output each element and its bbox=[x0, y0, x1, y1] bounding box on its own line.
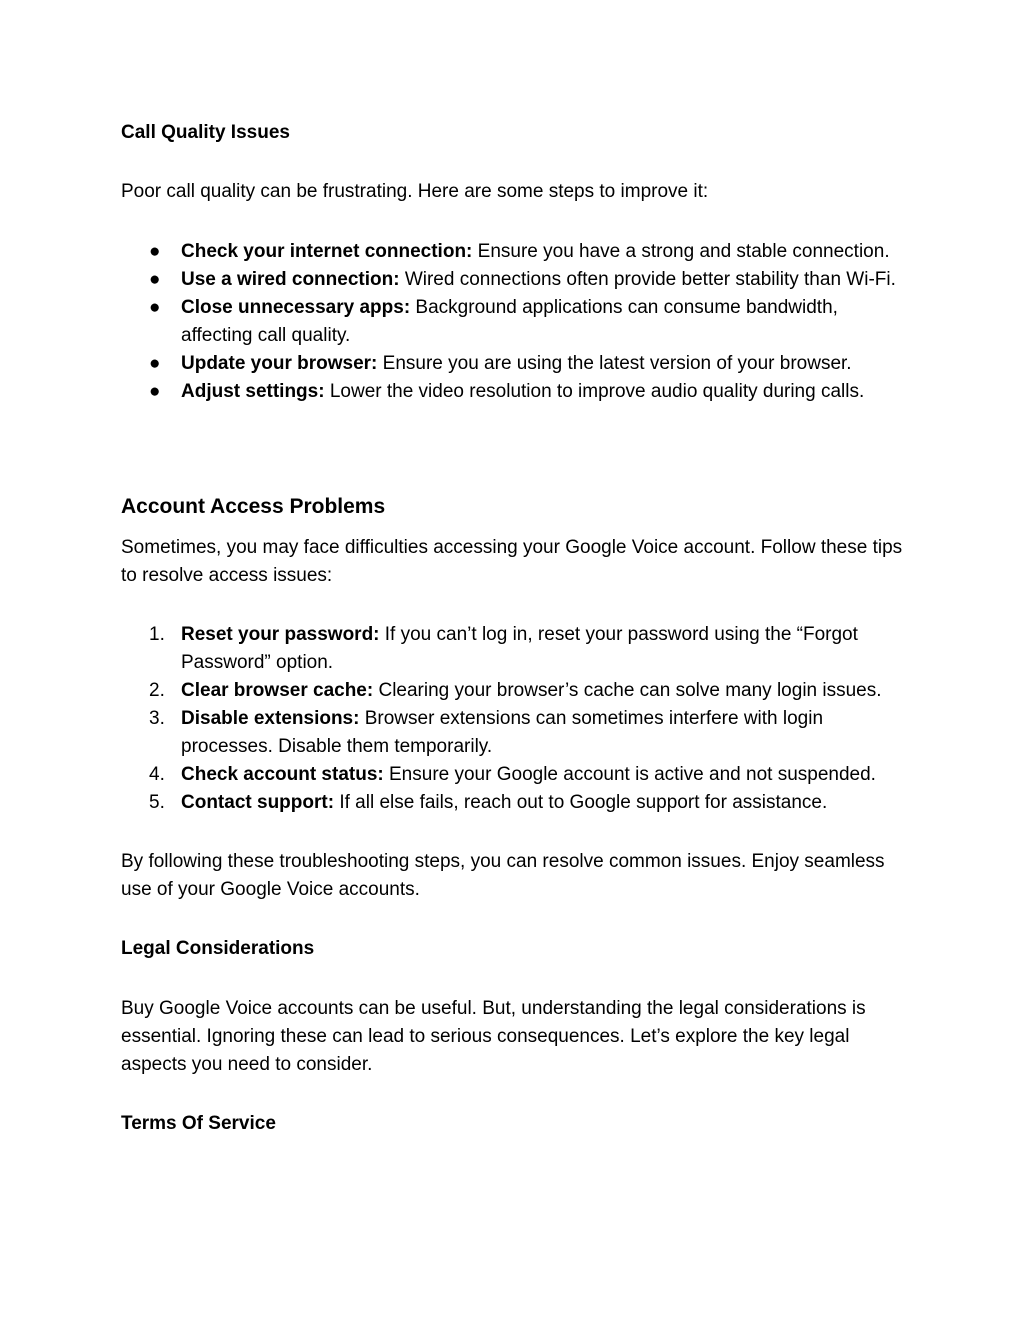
item-text: Clearing your browser’s cache can solve many login issues. bbox=[373, 680, 882, 701]
number-marker: 4. bbox=[149, 764, 165, 785]
list-item bbox=[121, 294, 911, 350]
item-text: Wired connections often provide better stability than Wi-Fi. bbox=[399, 269, 896, 290]
legal-intro: Buy Google Voice accounts can be useful. But, understanding the legal considerations is essential. Ignoring these can lead to serious consequences. Let’s explore the key legal aspects you need to consider. bbox=[121, 998, 866, 1075]
item-text: Browser extensions can sometimes interfere with login processes. Disable them temporarily. bbox=[181, 708, 824, 757]
item-term: Clear browser cache: bbox=[181, 680, 374, 701]
heading-terms-of-service: Terms Of Service bbox=[121, 1113, 276, 1134]
list-item bbox=[121, 266, 911, 294]
call-quality-list bbox=[121, 238, 911, 406]
item-term: Reset your password: bbox=[181, 624, 380, 645]
item-term: Check your internet connection: bbox=[181, 241, 473, 262]
list-item bbox=[121, 705, 911, 761]
item-term: Contact support: bbox=[181, 792, 335, 813]
item-text: Ensure you have a strong and stable connection. bbox=[472, 241, 890, 262]
list-item bbox=[121, 238, 911, 266]
heading-account-access: Account Access Problems bbox=[121, 495, 386, 518]
item-term: Check account status: bbox=[181, 764, 384, 785]
account-access-closing: By following these troubleshooting steps, you can resolve common issues. Enjoy seamless use of your Google Voice accounts. bbox=[121, 851, 885, 900]
number-marker: 1. bbox=[149, 624, 165, 645]
heading-call-quality: Call Quality Issues bbox=[121, 122, 290, 143]
bullet-marker: ● bbox=[149, 297, 161, 318]
account-access-intro: Sometimes, you may face difficulties accessing your Google Voice account. Follow these tips to resolve access issues: bbox=[121, 537, 903, 586]
item-term: Close unnecessary apps: bbox=[181, 297, 411, 318]
list-item bbox=[121, 677, 911, 705]
number-marker: 2. bbox=[149, 680, 165, 701]
list-item bbox=[121, 350, 911, 378]
bullet-marker: ● bbox=[149, 353, 161, 374]
item-term: Adjust settings: bbox=[181, 381, 325, 402]
item-text: Ensure your Google account is active and not suspended. bbox=[383, 764, 876, 785]
bullet-marker: ● bbox=[149, 381, 161, 402]
list-item bbox=[121, 761, 911, 789]
item-term: Update your browser: bbox=[181, 353, 378, 374]
number-marker: 5. bbox=[149, 792, 165, 813]
item-term: Disable extensions: bbox=[181, 708, 360, 729]
item-text: If all else fails, reach out to Google support for assistance. bbox=[334, 792, 828, 813]
call-quality-intro: Poor call quality can be frustrating. Here are some steps to improve it: bbox=[121, 181, 709, 202]
number-marker: 3. bbox=[149, 708, 165, 729]
list-item bbox=[121, 621, 911, 677]
list-item bbox=[121, 378, 911, 406]
item-text: Background applications can consume bandwidth, affecting call quality. bbox=[181, 297, 838, 346]
item-term: Use a wired connection: bbox=[181, 269, 400, 290]
bullet-marker: ● bbox=[149, 269, 161, 290]
item-text: If you can’t log in, reset your password using the “Forgot Password” option. bbox=[181, 624, 858, 673]
item-text: Lower the video resolution to improve audio quality during calls. bbox=[324, 381, 865, 402]
account-access-list bbox=[121, 621, 911, 817]
bullet-marker: ● bbox=[149, 241, 161, 262]
heading-legal-considerations: Legal Considerations bbox=[121, 938, 315, 959]
item-text: Ensure you are using the latest version of your browser. bbox=[377, 353, 852, 374]
list-item bbox=[121, 789, 911, 817]
